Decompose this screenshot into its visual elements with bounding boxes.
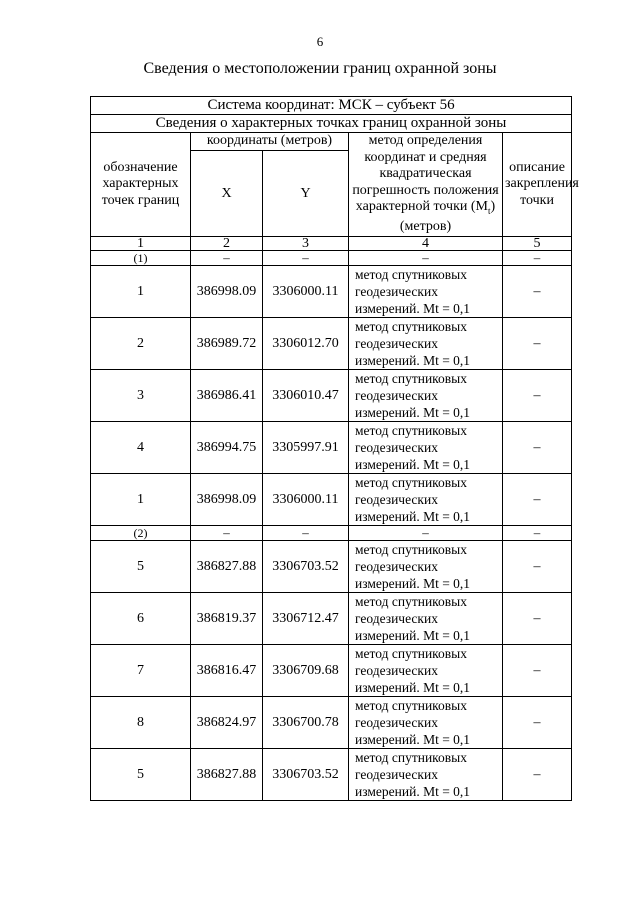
method-cell: метод спутниковых геодезических измерений. Mt = 0,1 (349, 317, 503, 369)
document-title: Сведения о местоположении границ охранной зоны (143, 60, 497, 77)
y-coordinate-cell: 3306012.70 (263, 317, 349, 369)
header-x: X (191, 150, 263, 236)
header-method: метод определения координат и средняя квадратическая погрешность положения характерной точки $(M_t)$ (метров) (349, 133, 503, 237)
x-coordinate-cell: 386827.88 (191, 748, 263, 800)
method-cell: метод спутниковых геодезических измерений. Mt = 0,1 (349, 592, 503, 644)
y-coordinate-cell: 3306703.52 (263, 540, 349, 592)
group-label: (2) (91, 525, 191, 540)
group-dash: – (263, 525, 349, 540)
header-coordinates: координаты (метров) (191, 133, 349, 151)
point-id-cell: 6 (91, 592, 191, 644)
description-cell: – (503, 696, 572, 748)
y-coordinate-cell: 3306712.47 (263, 592, 349, 644)
y-coordinate-cell: 3306000.11 (263, 473, 349, 525)
table-row (91, 421, 572, 473)
boundary-points-table (90, 96, 579, 801)
description-cell: – (503, 317, 572, 369)
column-numbers-row (91, 236, 572, 250)
description-cell: – (503, 540, 572, 592)
column-number: 2 (191, 236, 263, 250)
table-row (91, 592, 572, 644)
x-coordinate-cell: 386816.47 (191, 644, 263, 696)
points-info-row: Сведения о характерных точках границ охранной зоны (91, 115, 572, 133)
header-point-designation: обозначение характерных точек границ (91, 133, 191, 237)
description-cell: – (503, 369, 572, 421)
point-id-cell: 8 (91, 696, 191, 748)
group-dash: – (503, 525, 572, 540)
method-cell: метод спутниковых геодезических измерений. Mt = 0,1 (349, 265, 503, 317)
point-id-cell: 1 (91, 473, 191, 525)
y-coordinate-cell: 3306010.47 (263, 369, 349, 421)
method-cell: метод спутниковых геодезических измерений. Mt = 0,1 (349, 421, 503, 473)
table-row (91, 644, 572, 696)
method-cell: метод спутниковых геодезических измерений. Mt = 0,1 (349, 644, 503, 696)
group-dash: – (349, 525, 503, 540)
description-cell: – (503, 421, 572, 473)
table-row (91, 473, 572, 525)
point-id-cell: 4 (91, 421, 191, 473)
group-dash: – (503, 250, 572, 265)
method-cell: метод спутниковых геодезических измерений. Mt = 0,1 (349, 748, 503, 800)
x-coordinate-cell: 386998.09 (191, 473, 263, 525)
group-row (91, 250, 572, 265)
group-dash: – (263, 250, 349, 265)
y-coordinate-cell: 3306709.68 (263, 644, 349, 696)
point-id-cell: 5 (91, 748, 191, 800)
header-y: Y (263, 150, 349, 236)
description-cell: – (503, 592, 572, 644)
table-row (91, 369, 572, 421)
column-number: 1 (91, 236, 191, 250)
coordinate-system-row: Система координат: МСК – субъект 56 (91, 97, 572, 115)
x-coordinate-cell: 386994.75 (191, 421, 263, 473)
group-dash: – (191, 525, 263, 540)
point-id-cell: 5 (91, 540, 191, 592)
column-number: 5 (503, 236, 572, 250)
page-number: 6 (316, 34, 324, 49)
method-cell: метод спутниковых геодезических измерений. Mt = 0,1 (349, 369, 503, 421)
method-cell: метод спутниковых геодезических измерений. Mt = 0,1 (349, 696, 503, 748)
group-dash: – (349, 250, 503, 265)
description-cell: – (503, 644, 572, 696)
method-cell: метод спутниковых геодезических измерений. Mt = 0,1 (349, 540, 503, 592)
point-id-cell: 3 (91, 369, 191, 421)
x-coordinate-cell: 386827.88 (191, 540, 263, 592)
y-coordinate-cell: 3306703.52 (263, 748, 349, 800)
group-dash: – (191, 250, 263, 265)
point-id-cell: 1 (91, 265, 191, 317)
x-coordinate-cell: 386989.72 (191, 317, 263, 369)
table-row (91, 540, 572, 592)
table-row (91, 265, 572, 317)
table-row (91, 748, 572, 800)
x-coordinate-cell: 386986.41 (191, 369, 263, 421)
description-cell: – (503, 473, 572, 525)
group-label: (1) (91, 250, 191, 265)
table-row (91, 317, 572, 369)
point-id-cell: 7 (91, 644, 191, 696)
y-coordinate-cell: 3305997.91 (263, 421, 349, 473)
x-coordinate-cell: 386819.37 (191, 592, 263, 644)
x-coordinate-cell: 386998.09 (191, 265, 263, 317)
description-cell: – (503, 748, 572, 800)
header-description: описание закрепления точки (503, 133, 572, 237)
column-number: 3 (263, 236, 349, 250)
point-id-cell: 2 (91, 317, 191, 369)
method-cell: метод спутниковых геодезических измерений. Mt = 0,1 (349, 473, 503, 525)
group-row (91, 525, 572, 540)
table-row (91, 696, 572, 748)
y-coordinate-cell: 3306000.11 (263, 265, 349, 317)
description-cell: – (503, 265, 572, 317)
column-number: 4 (349, 236, 503, 250)
y-coordinate-cell: 3306700.78 (263, 696, 349, 748)
x-coordinate-cell: 386824.97 (191, 696, 263, 748)
